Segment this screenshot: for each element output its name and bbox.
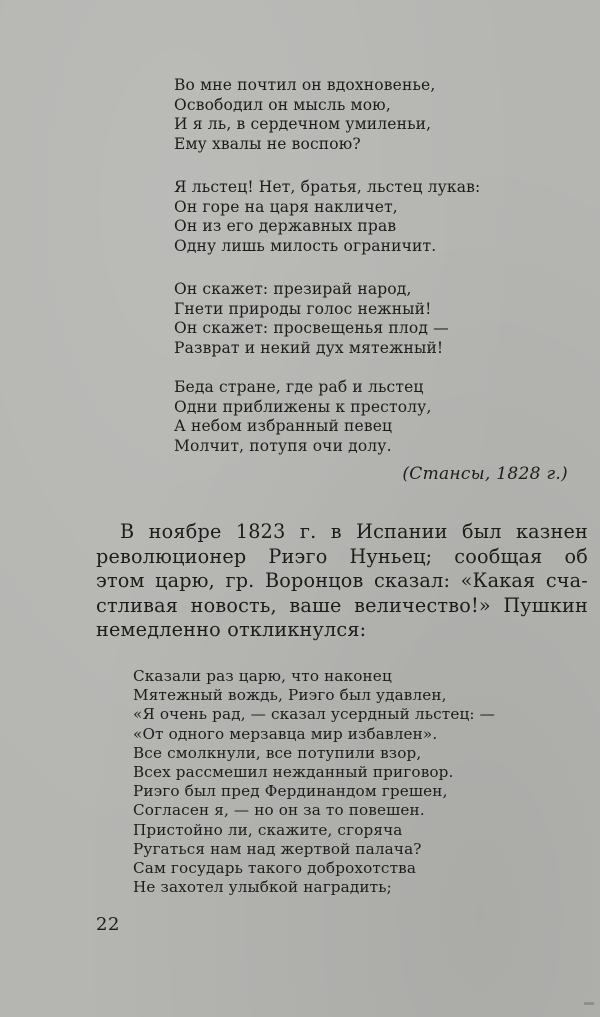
poem-stanza-3	[174, 280, 449, 358]
prose-line: стливая новость, ваше величество!» Пушкин	[96, 593, 588, 617]
prose-paragraph	[96, 520, 588, 643]
prose-line: немедленно откликнулся:	[96, 618, 367, 642]
poem-stanza-1	[174, 76, 435, 154]
poem-stanza-4	[174, 378, 432, 456]
poem-line: Беда стране, где раб и льстец	[174, 378, 424, 396]
poem-line: Ругаться нам над жертвой палача?	[133, 839, 422, 858]
poem-line: А небом избранный певец	[174, 417, 393, 436]
poem-line: И я ль, в сердечном умиленьи,	[174, 115, 432, 134]
epigram-poem	[133, 667, 495, 897]
poem-line: Он скажет: презирай народ,	[174, 280, 412, 298]
poem-stanza-2	[174, 178, 480, 256]
poem-line: Ему хвалы не воспою?	[174, 134, 361, 153]
poem-line: Он из его державных прав	[174, 217, 397, 236]
poem-line: Разврат и некий дух мятежный!	[174, 338, 444, 357]
poem-line: «Я очень рад, — сказал усердный льстец: —	[133, 705, 495, 724]
poem-line: Он горе на царя накличет,	[174, 197, 398, 216]
poem-line: Все смолкнули, все потупили взор,	[133, 743, 422, 762]
prose-line: этом царю, гр. Воронцов сказал: «Какая сча-	[96, 569, 588, 593]
poem-line: Молчит, потупя очи долу.	[174, 436, 392, 455]
poem-line: Сам государь такого доброхотства	[133, 859, 417, 878]
poem-line: Сказали раз царю, что наконец	[133, 667, 392, 685]
poem-line: Во мне почтил он вдохновенье,	[174, 76, 436, 94]
poem-line: Он скажет: просвещенья плод —	[174, 319, 449, 338]
poem-line: Одну лишь милость ограничит.	[174, 236, 437, 255]
poem-line: «От одного мерзавца мир избавлен».	[133, 724, 438, 743]
poem-line: Я льстец! Нет, братья, льстец лукав:	[174, 178, 481, 196]
scan-edge-mark	[584, 1002, 594, 1005]
page-number: 22	[96, 914, 120, 935]
poem-line: Риэго был пред Фердинандом грешен,	[133, 782, 448, 801]
poem-line: Освободил он мысль мою,	[174, 95, 391, 114]
poem-line: Всех рассмешил нежданный приговор.	[133, 763, 454, 782]
poem-line: Согласен я, — но он за то повешен.	[133, 801, 425, 820]
poem-citation: (Стансы, 1828 г.)	[402, 464, 568, 484]
poem-line: Не захотел улыбкой наградить;	[133, 878, 392, 897]
prose-line: революционер Риэго Нуньец; сообщая об	[96, 544, 588, 568]
prose-line: В ноябре 1823 г. в Испании был казнен	[120, 520, 588, 543]
poem-line: Мятежный вождь, Риэго был удавлен,	[133, 686, 447, 705]
poem-line: Одни приближены к престолу,	[174, 397, 432, 416]
poem-line: Пристойно ли, скажите, сгоряча	[133, 820, 403, 839]
poem-line: Гнети природы голос нежный!	[174, 299, 432, 318]
